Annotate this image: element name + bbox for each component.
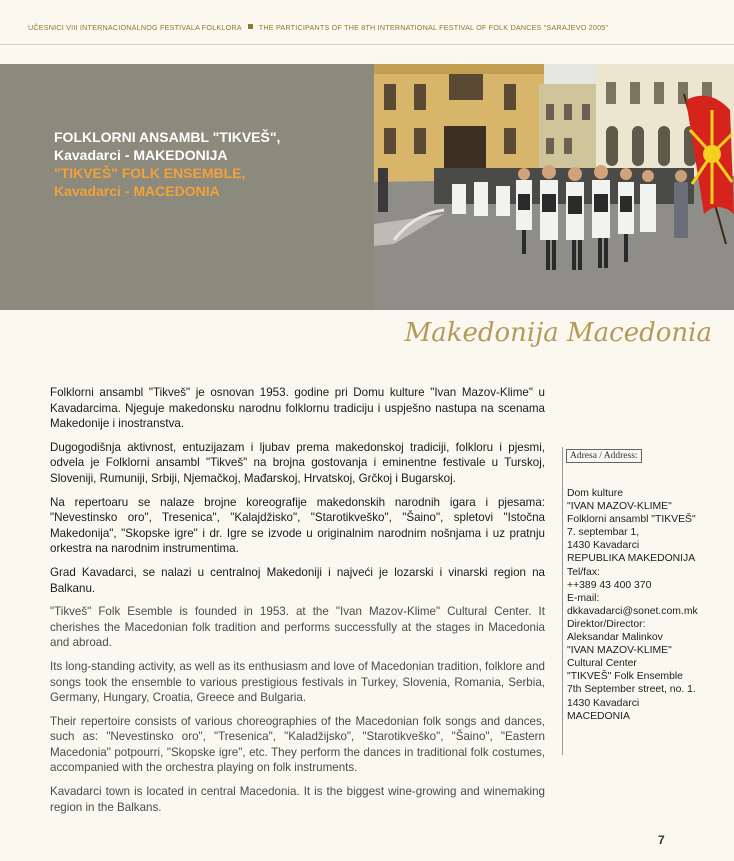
address-line: 7th September street, no. 1. — [567, 684, 696, 696]
paragraph-english-2: Its long-standing activity, as well as its enthusiasm and love of Macedonian tradition, folklore and songs took the ensemble to various prestigious festivals in Turkey, Slovenia, Romania, Serbia, Germany, Hungary, Croatia, Greece and Bulgaria. — [50, 659, 545, 705]
address-line: Aleksandar Malinkov — [567, 632, 663, 644]
banner-location-local: Kavadarci - MAKEDONIJA — [54, 147, 228, 163]
banner-location-english: Kavadarci - MACEDONIA — [54, 183, 220, 199]
paragraph-local-4: Grad Kavadarci, se nalazi u centralnoj Makedoniji i najveći je lozarski i vinarski region na Balkanu. — [50, 565, 545, 595]
page-number: 7 — [658, 833, 665, 847]
banner-title-local: FOLKLORNI ANSAMBL "TIKVEŠ", — [54, 129, 281, 145]
address-block — [567, 487, 698, 723]
running-header-left: UČESNICI VIII INTERNACIONALNOG FESTIVALA FOLKLORA — [28, 23, 242, 32]
separator-square-icon — [248, 24, 253, 29]
country-title: Makedonija Macedonia — [404, 318, 712, 348]
paragraph-local-1: Folklorni ansambl "Tikveš" je osnovan 1953. godine pri Domu kulture "Ivan Mazov-Klime" u Kavadarcima. Njeguje makedonsku narodnu folklornu tradiciju i uspješno nastupa na scenama Makedonije i inostranstva. — [50, 386, 545, 431]
ensemble-photo — [374, 64, 734, 310]
paragraph-english-1: "Tikveš" Folk Esemble is founded in 1953. at the "Ivan Mazov-Klime" Cultural Center. It cherishes the Macedonian folk tradition and performs successfully at the stages in Macedonia and abroad. — [50, 605, 545, 650]
address-line: Direktor/Director: — [567, 618, 646, 630]
address-line: MACEDONIA — [567, 710, 630, 722]
address-line: Tel/fax: — [567, 566, 600, 578]
address-line: 1430 Kavadarci — [567, 697, 640, 709]
address-label: Adresa / Address: — [566, 449, 642, 463]
address-line: ++389 43 400 370 — [567, 579, 652, 591]
address-line: 1430 Kavadarci — [567, 540, 640, 552]
paragraph-local-3: Na repertoaru se nalaze brojne koreografije makedonskih narodnih igara i pjesama: "Nevestinsko oro", Tresenica", "Kalajdžisko", "Starotikveško", "Šaino", spletovi "Istočna Makedonija", "Skopske igre" i dr. Igre se izvode u originalnim narodnim nošnjama i uz pratnju orkestra na narodnim instrumentima. — [50, 495, 545, 556]
address-line: Dom kulture — [567, 488, 624, 499]
paragraph-english-4: Kavadarci town is located in central Macedonia. It is the biggest wine-growing and winemaking region in the Balkans. — [50, 785, 545, 814]
address-line: 7. septembar 1, — [567, 527, 640, 539]
running-header-right: THE PARTICIPANTS OF THE 8TH INTERNATIONAL FESTIVAL OF FOLK DANCES "SARAJEVO 2005" — [258, 23, 609, 32]
address-line: E-mail: — [567, 592, 600, 604]
address-line: Folklorni ansambl "TIKVEŠ" — [567, 514, 696, 526]
address-line: REPUBLIKA MAKEDONIJA — [567, 553, 696, 565]
paragraph-english-3: Their repertoire consists of various choreographies of the Macedonian folk songs and dances, such as: "Nevestinsko oro", "Tresenica", "Kaladžijsko", "Starotikveško", "Šaino", "Eastern Macedonia" potpourri, "Skopske igre", etc. They perform the dances in traditional folk costumes, accompanied with the orchestra playing on folk instruments. — [50, 714, 545, 775]
header-rule — [0, 44, 734, 45]
email-address: dkkavadarci@sonet.com.mk — [567, 605, 698, 617]
banner-title-english: "TIKVEŠ" FOLK ENSEMBLE, — [54, 165, 246, 181]
address-line: "IVAN MAZOV-KLIME" — [567, 645, 672, 657]
address-line: "IVAN MAZOV-KLIME" — [567, 501, 672, 513]
paragraph-local-2: Dugogodišnja aktivnost, entuzijazam i ljubav prema makedonskoj tradiciji, folkloru i pjesmi, odvela je Folklorni ansambl "Tikveš" na brojna gostovanja i eminentne festivale u Turskoj, Sloveniji, Rumuniji, Srbiji, Njemačkoj, Mađarskoj, Hrvatskoj, Grčkoj i Bugarskoj. — [50, 440, 545, 485]
title-banner — [0, 64, 374, 310]
address-line: "TIKVEŠ" Folk Ensemble — [567, 671, 683, 683]
running-header — [28, 23, 718, 32]
address-line: Cultural Center — [567, 658, 637, 670]
article-local — [50, 385, 545, 823]
